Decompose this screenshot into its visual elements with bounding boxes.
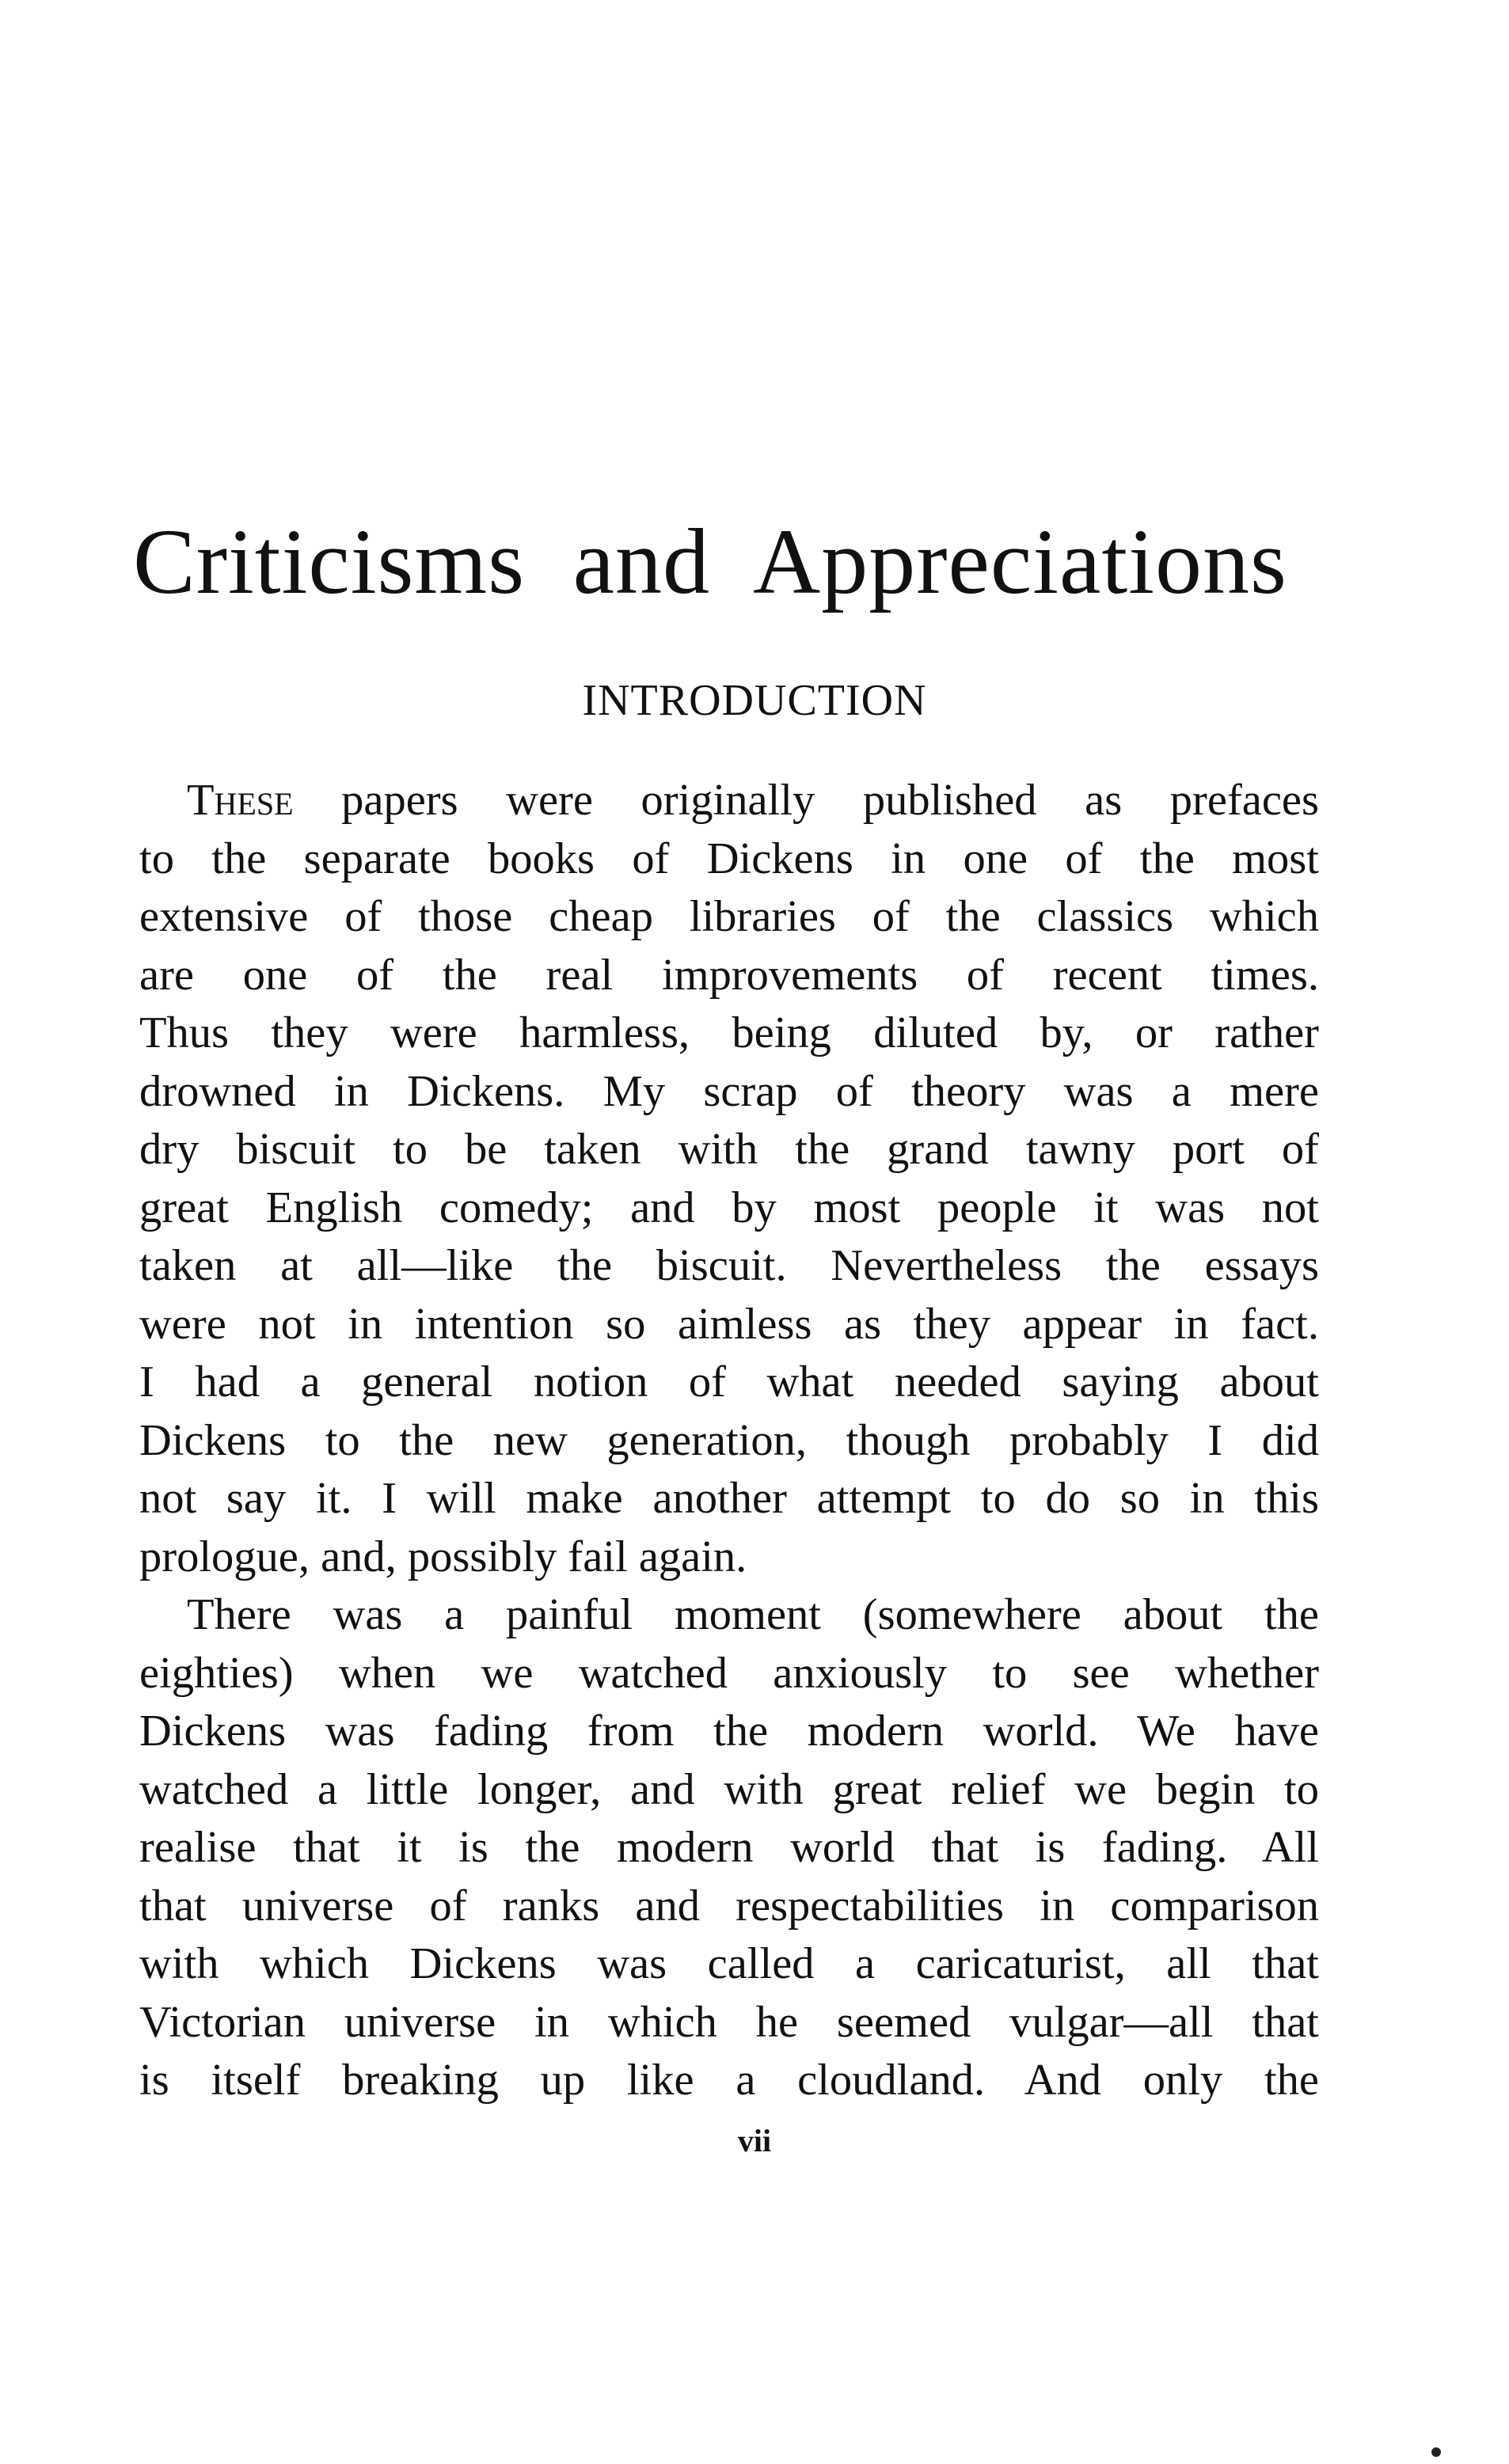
text-line: great English comedy; and by most people it was not xyxy=(139,1183,1319,1232)
scan-speck xyxy=(1431,2447,1441,2457)
page-number: vii xyxy=(737,2123,772,2158)
line-text: papers were originally published as prefaces xyxy=(293,776,1319,825)
text-line: extensive of those cheap libraries of the classics which xyxy=(139,892,1319,941)
page-title: Criticisms and Appreciations xyxy=(133,510,1287,613)
text-line: eighties) when we watched anxiously to see whether xyxy=(139,1648,1319,1698)
text-line: with which Dickens was called a caricaturist, all that xyxy=(139,1939,1319,1988)
text-line: prologue, and, possibly fail again. xyxy=(139,1532,747,1581)
text-line: I had a general notion of what needed saying about xyxy=(139,1357,1319,1407)
text-line: are one of the real improvements of recent times. xyxy=(139,950,1319,1000)
text-line: to the separate books of Dickens in one of the most xyxy=(139,833,1319,883)
section-heading: INTRODUCTION xyxy=(582,676,927,725)
text-line: dry biscuit to be taken with the grand tawny port of xyxy=(139,1125,1319,1174)
text-line: were not in intention so aimless as they appear in fact. xyxy=(139,1299,1319,1349)
text-line: Dickens was fading from the modern world. We have xyxy=(139,1707,1319,1756)
text-line: There was a painful moment (somewhere about the xyxy=(187,1590,1319,1639)
text-line: that universe of ranks and respectabilities in comparison xyxy=(139,1881,1319,1931)
text-line: realise that it is the modern world that is fading. All xyxy=(139,1823,1319,1872)
text-line: drowned in Dickens. My scrap of theory was a mere xyxy=(139,1066,1319,1116)
text-line xyxy=(139,772,1319,830)
text-line: Victorian universe in which he seemed vulgar—all that xyxy=(139,1997,1319,2047)
body-text xyxy=(139,772,1319,2110)
text-line: watched a little longer, and with great relief we begin to xyxy=(139,1764,1319,1814)
text-line: taken at all—like the biscuit. Nevertheless the essays xyxy=(139,1241,1319,1290)
text-line: is itself breaking up like a cloudland. And only the xyxy=(139,2056,1319,2105)
text-line: Thus they were harmless, being diluted by, or rather xyxy=(139,1008,1319,1057)
text-line: Dickens to the new generation, though probably I did xyxy=(139,1415,1319,1465)
opening-word: These xyxy=(187,776,294,825)
text-line: not say it. I will make another attempt to do so in this xyxy=(139,1474,1319,1523)
